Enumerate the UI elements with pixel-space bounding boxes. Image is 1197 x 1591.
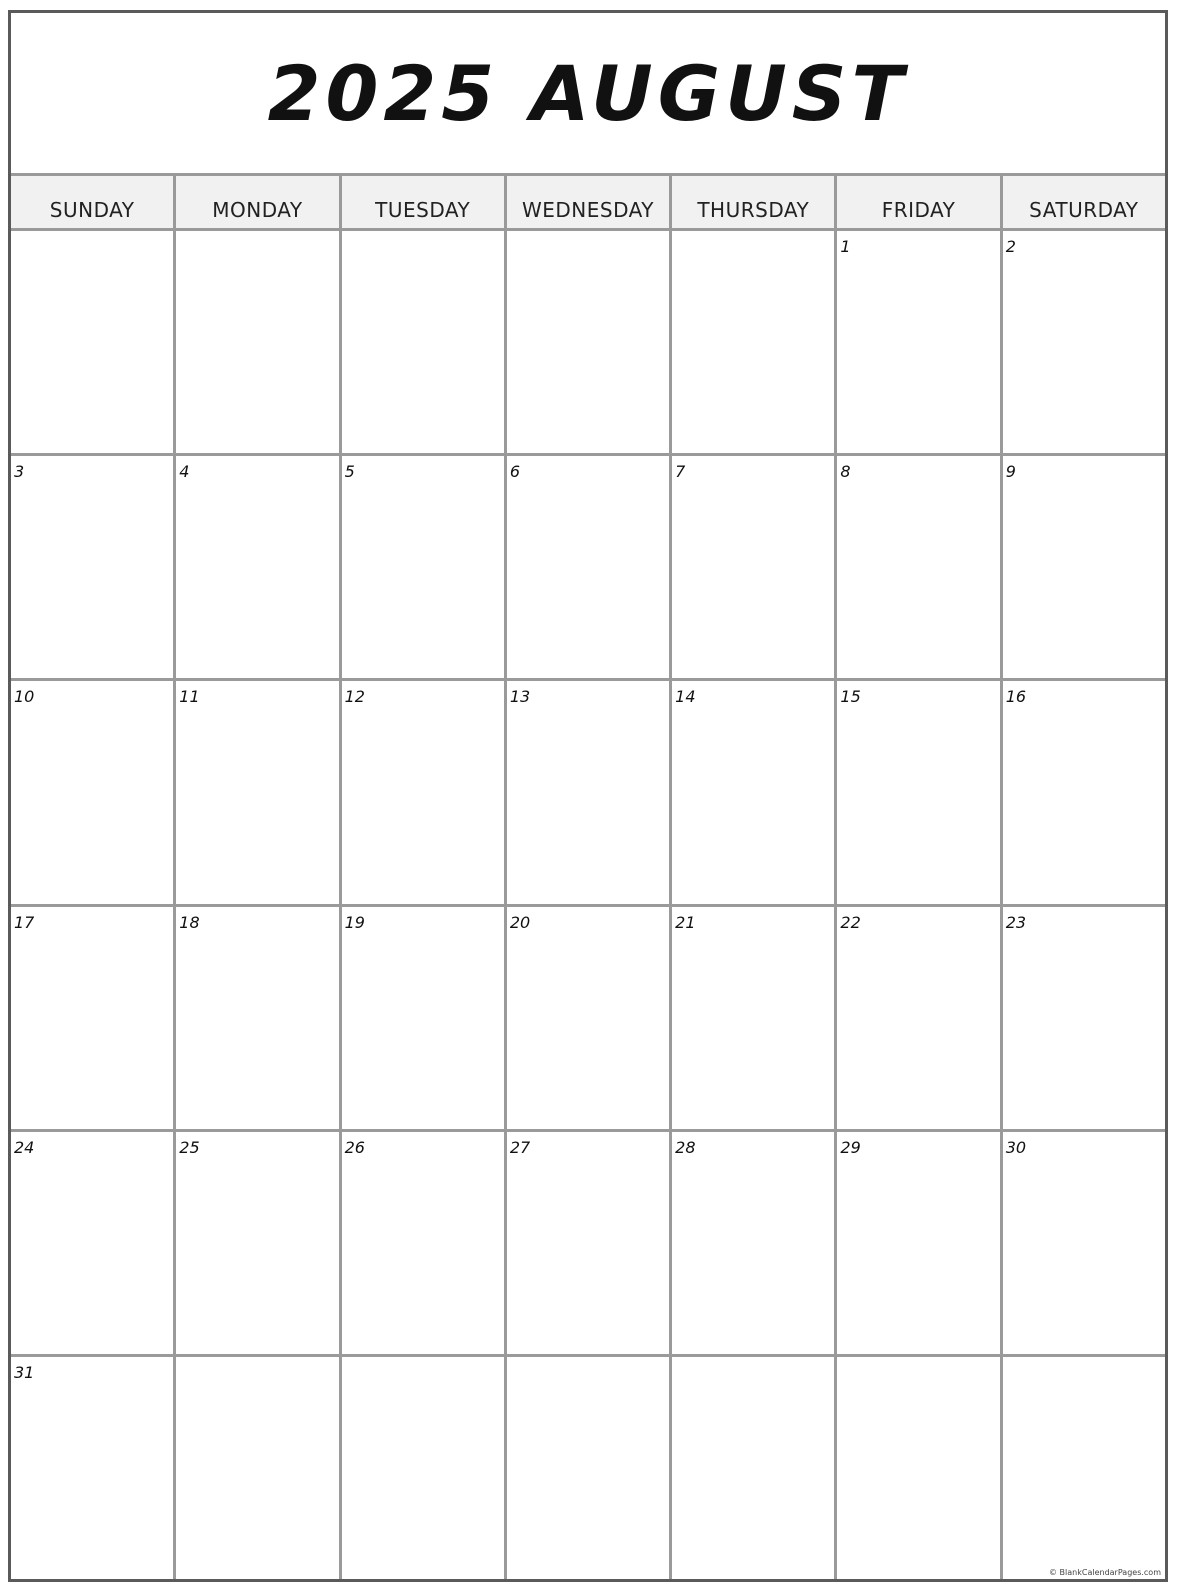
day-cell xyxy=(342,1357,504,1579)
day-cell xyxy=(672,456,834,678)
day-number: 3 xyxy=(14,462,25,482)
day-cell xyxy=(176,1357,338,1579)
day-cell xyxy=(837,1357,999,1579)
day-number: 25 xyxy=(179,1137,200,1157)
day-number: 24 xyxy=(14,1137,35,1157)
day-cell xyxy=(672,1357,834,1579)
calendar-grid xyxy=(11,173,1165,1579)
day-cell xyxy=(837,231,999,453)
day-cell xyxy=(11,1132,173,1354)
day-number: 11 xyxy=(179,687,200,707)
day-number: 23 xyxy=(1005,912,1027,932)
day-cell xyxy=(176,681,338,903)
day-number: 22 xyxy=(840,912,861,932)
day-cell xyxy=(11,456,173,678)
day-cell xyxy=(1003,456,1165,678)
day-cell xyxy=(1003,1132,1165,1354)
day-cell xyxy=(176,1132,338,1354)
day-cell xyxy=(176,231,338,453)
day-cell xyxy=(176,907,338,1129)
day-cell xyxy=(1003,681,1165,903)
day-number: 19 xyxy=(344,912,365,932)
day-cell xyxy=(507,1132,669,1354)
weekday-friday: FRIDAY xyxy=(837,176,999,228)
day-cell xyxy=(176,456,338,678)
weekday-sunday: SUNDAY xyxy=(11,176,173,228)
weekday-thursday: THURSDAY xyxy=(672,176,834,228)
day-number: 15 xyxy=(840,687,861,707)
day-cell xyxy=(11,1357,173,1579)
calendar-page xyxy=(8,10,1168,1582)
weekday-tuesday: TUESDAY xyxy=(342,176,504,228)
day-cell xyxy=(342,456,504,678)
day-cell xyxy=(507,231,669,453)
day-number: 2 xyxy=(1005,237,1016,256)
day-number: 27 xyxy=(509,1137,531,1157)
day-cell xyxy=(672,231,834,453)
day-number: 21 xyxy=(675,912,696,932)
day-number: 14 xyxy=(675,687,696,707)
day-cell xyxy=(672,907,834,1129)
day-number: 18 xyxy=(179,912,200,932)
day-number: 8 xyxy=(840,462,851,482)
day-cell xyxy=(11,231,173,453)
day-cell xyxy=(11,681,173,903)
day-cell xyxy=(837,456,999,678)
weekday-saturday: SATURDAY xyxy=(1003,176,1165,228)
day-number: 1 xyxy=(840,237,851,256)
day-cell xyxy=(507,456,669,678)
day-cell xyxy=(507,1357,669,1579)
day-cell xyxy=(507,907,669,1129)
credit-text: © BlankCalendarPages.com xyxy=(1049,1568,1161,1577)
day-number: 31 xyxy=(14,1362,35,1382)
day-number: 12 xyxy=(344,687,365,707)
day-cell xyxy=(837,907,999,1129)
day-cell xyxy=(1003,231,1165,453)
day-number: 20 xyxy=(509,912,531,932)
weekday-monday: MONDAY xyxy=(176,176,338,228)
day-cell xyxy=(342,907,504,1129)
day-number: 28 xyxy=(675,1137,696,1157)
weekday-wednesday: WEDNESDAY xyxy=(507,176,669,228)
day-cell xyxy=(507,681,669,903)
day-number: 17 xyxy=(14,912,35,932)
day-cell xyxy=(342,1132,504,1354)
day-cell xyxy=(1003,907,1165,1129)
calendar-title: 2025 AUGUST xyxy=(267,48,909,138)
day-number: 9 xyxy=(1005,462,1016,482)
day-number: 7 xyxy=(675,462,686,482)
day-number: 4 xyxy=(179,462,190,482)
day-number: 6 xyxy=(509,462,521,482)
day-cell xyxy=(837,681,999,903)
day-number: 26 xyxy=(344,1137,365,1157)
day-cell xyxy=(837,1132,999,1354)
day-cell xyxy=(1003,1357,1165,1579)
day-cell xyxy=(672,1132,834,1354)
day-number: 13 xyxy=(509,687,531,707)
day-number: 10 xyxy=(14,687,35,707)
day-cell xyxy=(672,681,834,903)
day-number: 16 xyxy=(1005,687,1027,707)
day-cell xyxy=(342,231,504,453)
day-number: 5 xyxy=(344,462,355,482)
day-number: 30 xyxy=(1005,1137,1027,1157)
day-number: 29 xyxy=(840,1137,861,1157)
day-cell xyxy=(342,681,504,903)
day-cell xyxy=(11,907,173,1129)
